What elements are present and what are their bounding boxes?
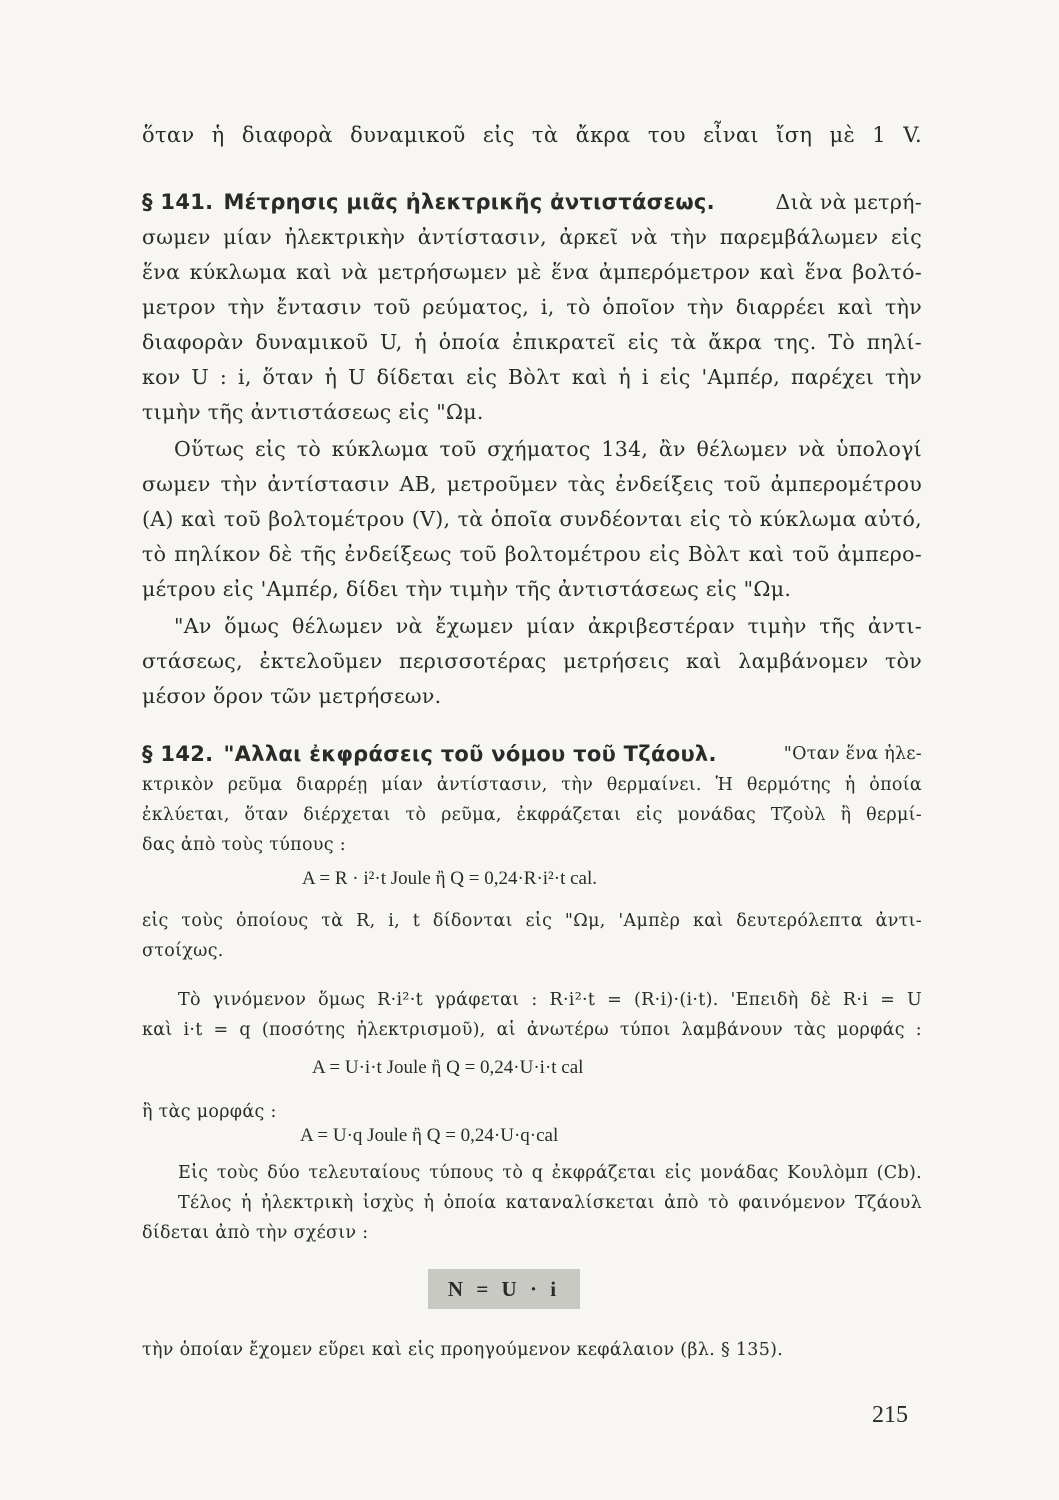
text-line-23: Τὸ γινόμενον ὅμως R·i²·t γράφεται : R·i²·t = (R·i)·(i·t). 'Επειδὴ δὲ R·i = U [178, 990, 922, 1010]
text-line-25: ἢ τὰς μορφάς : [142, 1102, 277, 1122]
text-line-26: Εἰς τοὺς δύο τελευταίους τύπους τὸ q ἐκφράζεται εἰς μονάδας Κουλὸμπ (Cb). [178, 1163, 922, 1183]
text-line-21: εἰς τοὺς ὁποίους τὰ R, i, t δίδονται εἰς "Ωμ, 'Αμπὲρ καὶ δευτερόλεπτα ἀντι- [142, 911, 922, 931]
text-line-3: σωμεν μίαν ἠλεκτρικὴν ἀντίστασιν, ἀρκεῖ νὰ τὴν παρεμβάλωμεν εἰς [142, 225, 922, 249]
text-line-20: δας ἀπὸ τοὺς τύπους : [142, 835, 346, 855]
text-line-1: ὅταν ἡ διαφορὰ δυναμικοῦ εἰς τὰ ἄκρα του εἶναι ἴση μὲ 1 V. [142, 123, 922, 147]
text-line-15: στάσεως, ἐκτελοῦμεν περισσοτέρας μετρήσεις καὶ λαμβάνομεν τὸν [142, 649, 922, 673]
text-line-16: μέσον ὅρον τῶν μετρήσεων. [142, 684, 442, 708]
text-line-8: τιμὴν τῆς ἀντιστάσεως εἰς "Ωμ. [142, 400, 484, 424]
text-line-9: Οὕτως εἰς τὸ κύκλωμα τοῦ σχήματος 134, ἂν θέλωμεν νὰ ὑπολογί [174, 437, 922, 461]
formula-uit: A = U·i·t Joule ἢ Q = 0,24·U·i·t cal [312, 1057, 584, 1078]
formula-uq: A = U·q Joule ἢ Q = 0,24·U·q·cal [300, 1125, 559, 1146]
section-141-number: § 141. [142, 190, 214, 214]
page-number: 215 [872, 1402, 908, 1428]
text-line-28: δίδεται ἀπὸ τὴν σχέσιν : [142, 1223, 369, 1243]
formula-joule-heat: A = R · i²·t Joule ἢ Q = 0,24·R·i²·t cal. [302, 868, 598, 889]
text-line-27: Τέλος ἡ ἠλεκτρικὴ ἰσχὺς ἡ ὁποία καταναλίσκεται ἀπὸ τὸ φαινόμενον Τζάουλ [178, 1193, 922, 1213]
text-line-29: τὴν ὁποίαν ἔχομεν εὕρει καὶ εἰς προηγούμενον κεφάλαιον (βλ. § 135). [142, 1340, 784, 1360]
section-142-text-start: "Οταν ἕνα ἠλε- [783, 744, 922, 764]
section-141-text-start: Διὰ νὰ μετρή- [775, 190, 922, 214]
text-line-6: διαφορὰν δυναμικοῦ U, ἡ ὁποία ἐπικρατεῖ εἰς τὰ ἄκρα της. Τὸ πηλί- [142, 330, 922, 354]
text-line-12: τὸ πηλίκον δὲ τῆς ἐνδείξεως τοῦ βολτομέτρου εἰς Βὸλτ καὶ τοῦ ἀμπερο- [142, 542, 922, 566]
power-formula-box: N = U · i [428, 1269, 580, 1309]
text-line-24: καὶ i·t = q (ποσότης ἠλεκτρισμοῦ), αἱ ἀνωτέρω τύποι λαμβάνουν τὰς μορφάς : [142, 1020, 922, 1040]
text-line-13: μέτρου εἰς 'Αμπέρ, δίδει τὴν τιμὴν τῆς ἀντιστάσεως εἰς "Ωμ. [142, 577, 792, 601]
section-141-title: Μέτρησις μιᾶς ἠλεκτρικῆς ἀντιστάσεως. [223, 190, 715, 214]
text-line-4: ἕνα κύκλωμα καὶ νὰ μετρήσωμεν μὲ ἕνα ἀμπερόμετρον καὶ ἕνα βολτό- [142, 260, 922, 284]
section-142-number: § 142. [142, 742, 214, 766]
text-line-19: ἐκλύεται, ὅταν διέρχεται τὸ ρεῦμα, ἐκφράζεται εἰς μονάδας Τζοὺλ ἢ θερμί- [142, 805, 922, 825]
text-line-14: "Αν ὅμως θέλωμεν νὰ ἔχωμεν μίαν ἀκριβεστέραν τιμὴν τῆς ἀντι- [174, 614, 922, 638]
section-142-heading-line [142, 737, 922, 771]
section-141-heading-line [142, 185, 922, 219]
text-line-5: μετρον τὴν ἔντασιν τοῦ ρεύματος, i, τὸ ὁποῖον τὴν διαρρέει καὶ τὴν [142, 295, 922, 319]
text-line-18: κτρικὸν ρεῦμα διαρρέῃ μίαν ἀντίστασιν, τὴν θερμαίνει. Ἡ θερμότης ἡ ὁποία [142, 775, 922, 795]
text-line-10: σωμεν τὴν ἀντίστασιν ΑΒ, μετροῦμεν τὰς ἐνδείξεις τοῦ ἀμπερομέτρου [142, 472, 922, 496]
text-line-7: κον U : i, ὅταν ἡ U δίδεται εἰς Βὸλτ καὶ ἡ i εἰς 'Αμπέρ, παρέχει τὴν [142, 365, 922, 389]
text-line-22: στοίχως. [142, 941, 224, 961]
section-142-title: "Αλλαι ἐκφράσεις τοῦ νόμου τοῦ Τζάουλ. [223, 742, 717, 766]
text-line-11: (Α) καὶ τοῦ βολτομέτρου (V), τὰ ὁποῖα συνδέονται εἰς τὸ κύκλωμα αὐτό, [142, 507, 922, 531]
